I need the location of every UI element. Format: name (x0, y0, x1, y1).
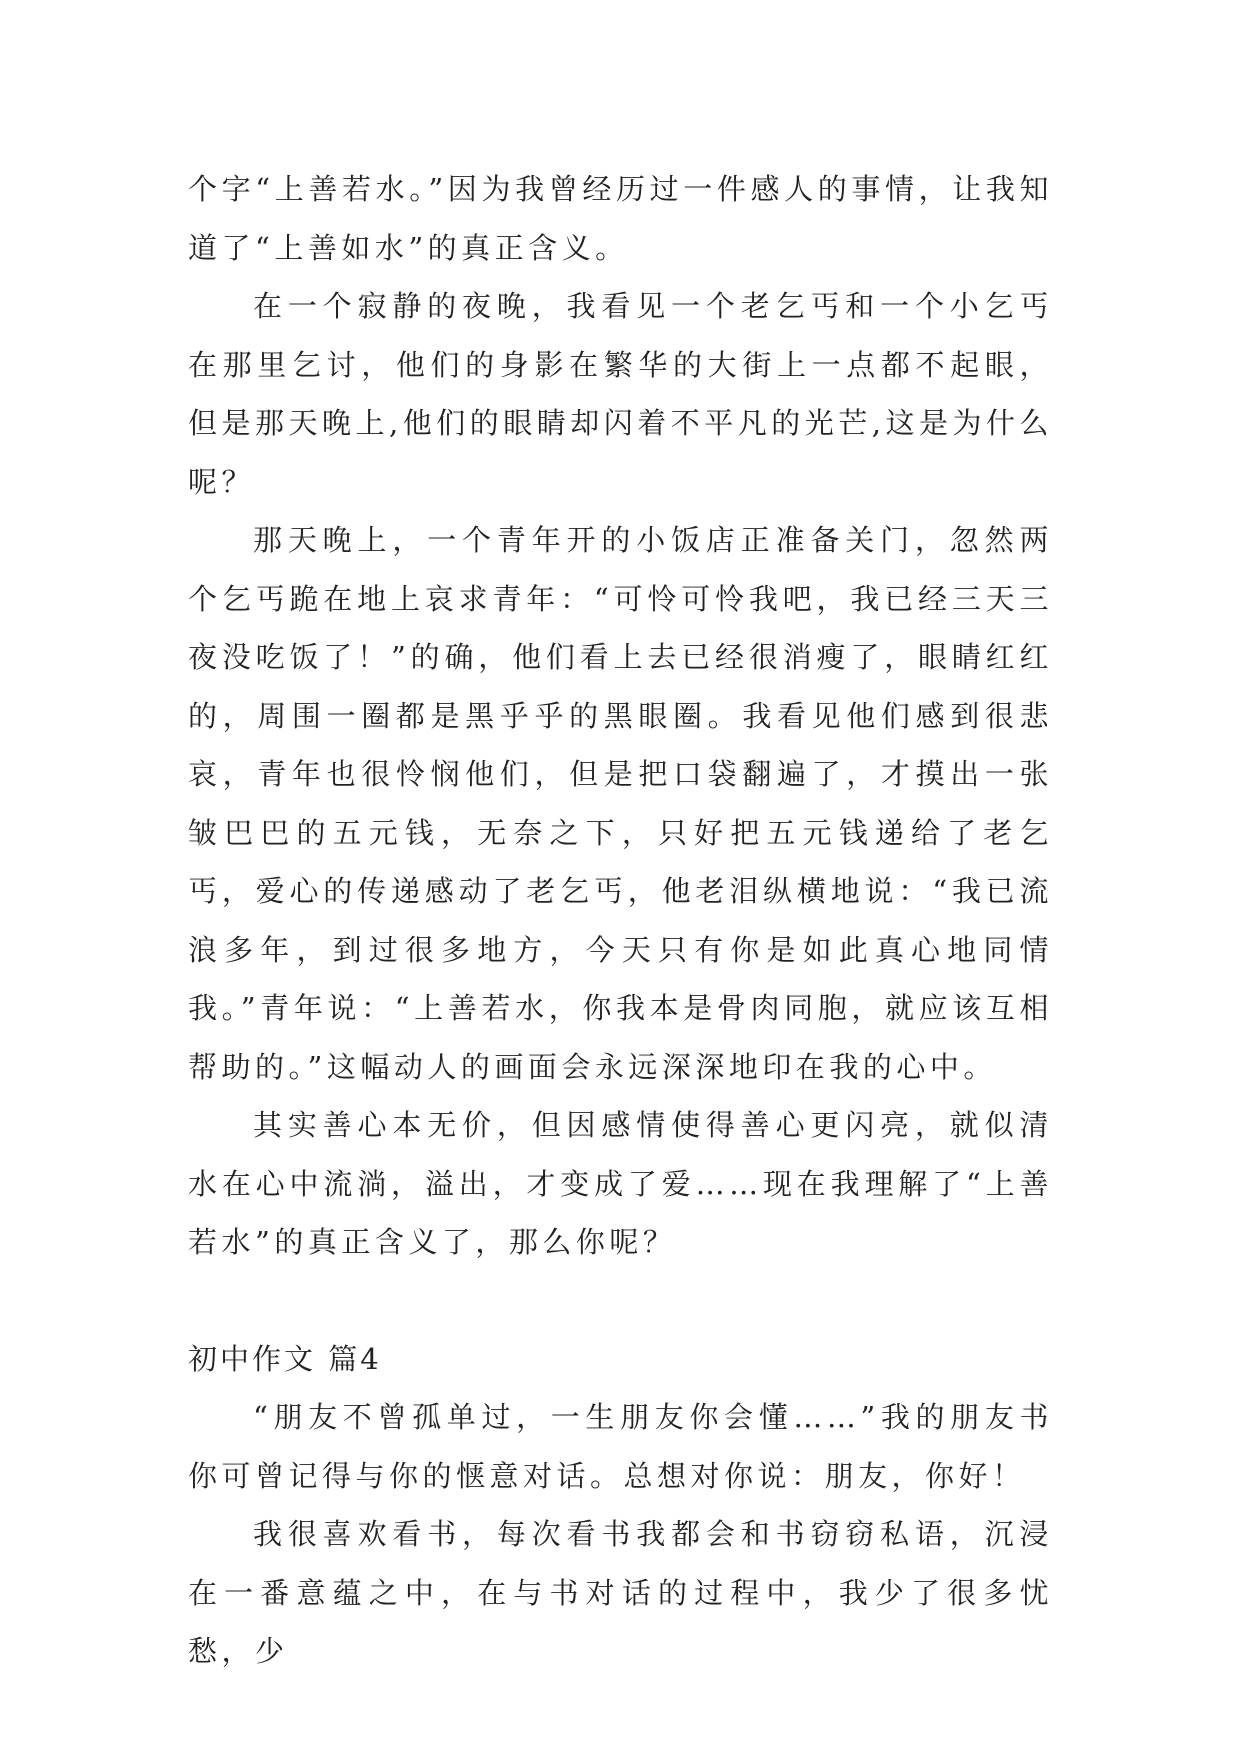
paragraph-4: 其实善心本无价，但因感情使得善心更闪亮，就似清水在心中流淌，溢出，才变成了爱……现在我理解了“上善若水”的真正含义了，那么你呢？ (188, 1108, 1053, 1259)
section-heading: 初中作文 篇4 (188, 1341, 382, 1376)
document-body (188, 160, 1053, 1681)
paragraph-1: 个字“上善若水。”因为我曾经历过一件感人的事情，让我知道了“上善如水”的真正含义。 (188, 172, 1053, 265)
paragraph-2: 在一个寂静的夜晚，我看见一个老乞丐和一个小乞丐在那里乞讨，他们的身影在繁华的大街上一点都不起眼，但是那天晚上,他们的眼睛却闪着不平凡的光芒,这是为什么呢？ (188, 289, 1053, 499)
paragraph-5: “朋友不曾孤单过，一生朋友你会懂……”我的朋友书你可曾记得与你的惬意对话。总想对你说：朋友，你好！ (188, 1400, 1053, 1493)
paragraph-3: 那天晚上，一个青年开的小饭店正准备关门，忽然两个乞丐跪在地上哀求青年：“可怜可怜我吧，我已经三天三夜没吃饭了！”的确，他们看上去已经很消瘦了，眼睛红红的，周围一圈都是黑乎乎的黑眼圈。我看见他们感到很悲哀，青年也很怜悯他们，但是把口袋翻遍了，才摸出一张皱巴巴的五元钱，无奈之下，只好把五元钱递给了老乞丐，爱心的传递感动了老乞丐，他老泪纵横地说：“我已流浪多年，到过很多地方，今天只有你是如此真心地同情我。”青年说：“上善若水，你我本是骨肉同胞，就应该互相帮助的。”这幅动人的画面会永远深深地印在我的心中。 (188, 523, 1053, 1084)
paragraph-6: 我很喜欢看书，每次看书我都会和书窃窃私语，沉浸在一番意蕴之中，在与书对话的过程中，我少了很多忧愁，少 (188, 1517, 1053, 1668)
